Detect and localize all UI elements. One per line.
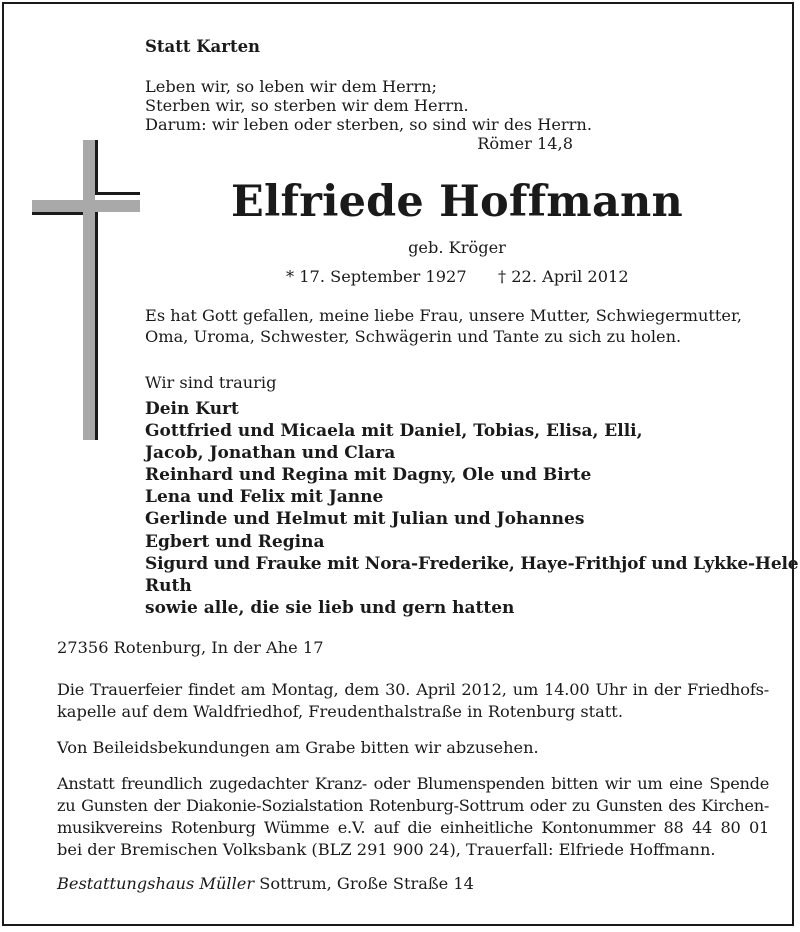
mourner-line: Lena und Felix mit Janne	[145, 487, 384, 508]
funeral-paragraph	[57, 679, 769, 723]
undertaker	[57, 873, 474, 895]
mourner-line: Gottfried und Micaela mit Daniel, Tobias, Elisa, Elli,	[145, 421, 643, 442]
donation-line-4: bei der Bremischen Volksbank (BLZ 291 900 24), Trauerfall: Elfriede Hoffmann.	[57, 840, 716, 859]
verse-line-1: Leben wir, so leben wir dem Herrn;	[145, 77, 437, 96]
mourner-line: Reinhard und Regina mit Dagny, Ole und Birte	[145, 465, 592, 486]
mourner-line: Gerlinde und Helmut mit Julian und Johannes	[145, 509, 585, 530]
verse-reference: Römer 14,8	[477, 134, 573, 153]
deceased-name: Elfriede Hoffmann	[231, 177, 683, 227]
address: 27356 Rotenburg, In der Ahe 17	[57, 638, 324, 657]
mourners-list	[145, 398, 798, 619]
mourner-line: Jacob, Jonathan und Clara	[145, 443, 396, 464]
intro-line-2: Oma, Uroma, Schwester, Schwägerin und Tante zu sich zu holen.	[145, 327, 682, 346]
donation-line-1: Anstatt freundlich zugedachter Kranz- oder Blumenspenden bitten wir um eine Spende	[57, 774, 769, 793]
mourner-line: Sigurd und Frauke mit Nora-Frederike, Haye-Frithjof und Lykke-Hele	[145, 553, 799, 574]
funeral-line-2: kapelle auf dem Waldfriedhof, Freudenthalstraße in Rotenburg statt.	[57, 702, 623, 721]
statt-karten-label: Statt Karten	[145, 37, 261, 56]
maiden-name: geb. Kröger	[408, 238, 506, 257]
condolence-note: Von Beileidsbekundungen am Grabe bitten wir abzusehen.	[57, 738, 539, 757]
death-date: † 22. April 2012	[498, 267, 629, 286]
funeral-line-1: Die Trauerfeier findet am Montag, dem 30. April 2012, um 14.00 Uhr in der Friedhofs-	[57, 680, 769, 699]
verse-line-2: Sterben wir, so sterben wir dem Herrn.	[145, 96, 469, 115]
mourners-intro: Wir sind traurig	[145, 373, 277, 392]
mourner-line: sowie alle, die sie lieb und gern hatten	[145, 597, 515, 618]
mourner-line: Egbert und Regina	[145, 531, 325, 552]
undertaker-name: Bestattungshaus Müller	[57, 874, 255, 893]
undertaker-location: Sottrum, Große Straße 14	[254, 874, 474, 893]
donation-line-3: musikvereins Rotenburg Wümme e.V. auf die einheitliche Kontonummer 88 44 80 01	[57, 818, 769, 837]
donation-line-2: zu Gunsten der Diakonie-Sozialstation Rotenburg-Sottrum oder zu Gunsten des Kirchen-	[57, 796, 769, 815]
mourner-line: Ruth	[145, 575, 192, 596]
verse-line-3: Darum: wir leben oder sterben, so sind wir des Herrn.	[145, 115, 592, 134]
donation-paragraph	[57, 773, 769, 861]
birth-date: * 17. September 1927	[286, 267, 467, 286]
mourner-line: Dein Kurt	[145, 399, 239, 419]
intro-line-1: Es hat Gott gefallen, meine liebe Frau, unsere Mutter, Schwiegermutter,	[145, 306, 743, 325]
